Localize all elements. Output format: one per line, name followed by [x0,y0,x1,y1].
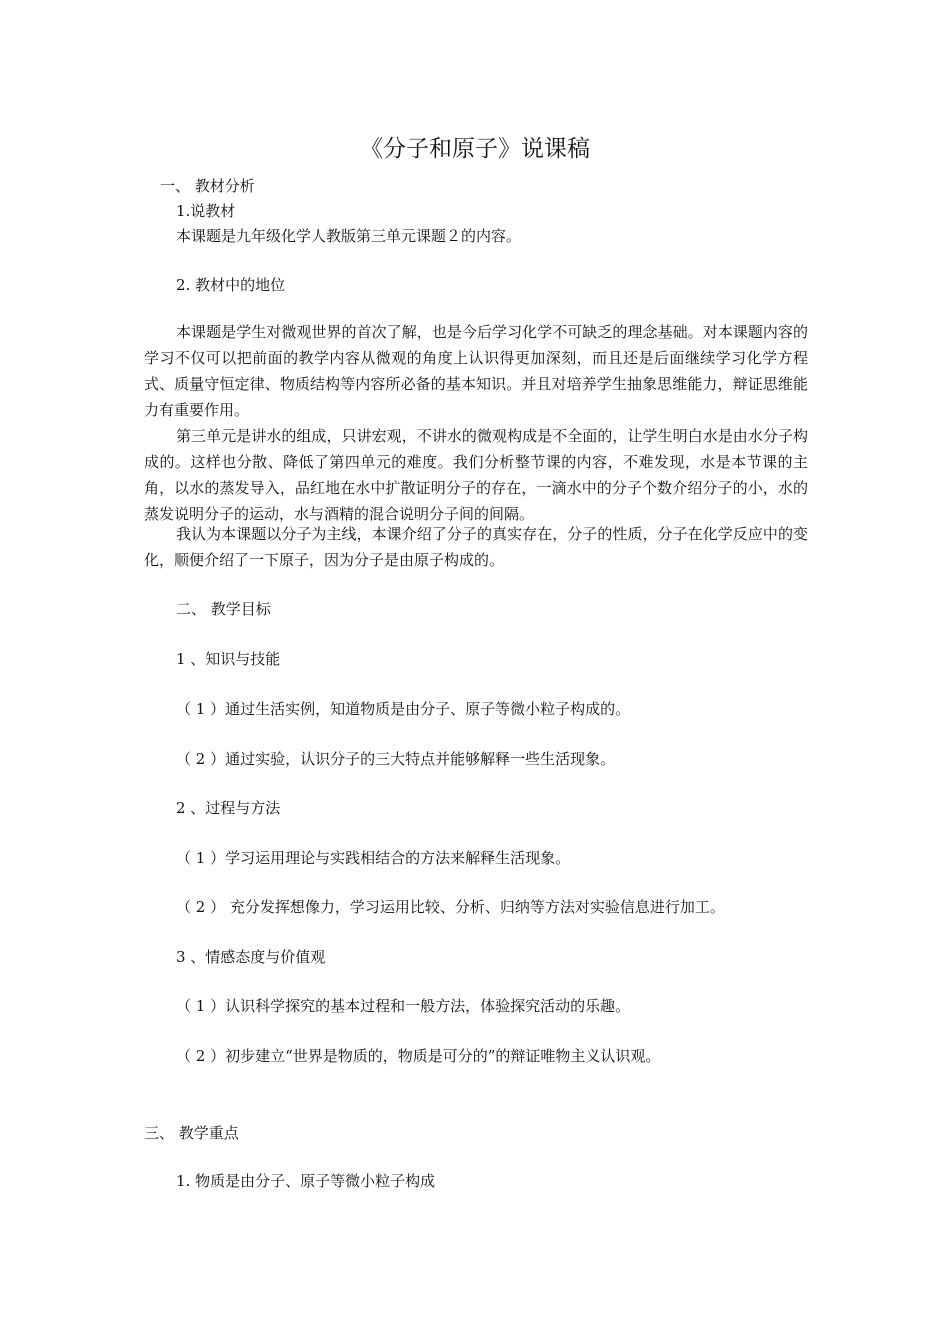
paragraph-role-1: 本课题是学生对微观世界的首次了解，也是今后学习化学不可缺乏的理念基础。对本课题内容的学习不仅可以把前面的教学内容从微观的角度上认识得更加深刻，而且还是后面继续学习化学方程式、质量守恒定律、物质结构等内容所必备的基本知识。并且对培养学生抽象思维能力，辩证思维能力有重要作用。 [144,323,808,419]
paragraph-role-2: 第三单元是讲水的组成，只讲宏观，不讲水的微观构成是不全面的，让学生明白水是由水分子构成的。这样也分散、降低了第四单元的难度。我们分析整节课的内容，不难发现，水是本节课的主角，以水的蒸发导入，品红地在水中扩散证明分子的存在，一滴水中的分子个数介绍分子的小，水的蒸发说明分子的运动，水与酒精的混合说明分子间的间隔。 [144,427,808,523]
paragraph-role-3: 我认为本课题以分子为主线，本课介绍了分子的真实存在，分子的性质，分子在化学反应中的变化，顺便介绍了一下原子，因为分子是由原子构成的。 [144,525,808,569]
goal-2-item-1: （ 1 ）学习运用理论与实践相结合的方法来解释生活现象。 [176,849,571,867]
key-point-1: 1. 物质是由分子、原子等微小粒子构成 [176,1172,436,1190]
goal-1-item-1: （ 1 ）通过生活实例，知道物质是由分子、原子等微小粒子构成的。 [176,700,631,718]
goal-3-item-1: （ 1 ）认识科学探究的基本过程和一般方法，体验探究活动的乐趣。 [176,997,631,1015]
goal-2-heading: 2 、过程与方法 [176,799,281,817]
section-3-heading: 三、 教学重点 [144,1124,239,1142]
goal-1-item-2: （ 2 ）通过实验，认识分子的三大特点并能够解释一些生活现象。 [176,750,616,768]
document-title: 《分子和原子》说课稿 [360,136,590,162]
section-2-heading: 二、 教学目标 [176,600,271,618]
section-1-heading: 一、 教材分析 [160,177,255,195]
subsection-1-1-heading: 1.说教材 [176,202,236,220]
goal-3-heading: 3 、情感态度与价值观 [176,948,326,966]
subsection-1-2-heading: 2. 教材中的地位 [176,276,286,294]
subsection-1-1-text: 本课题是九年级化学人教版第三单元课题２的内容。 [176,227,522,245]
goal-2-item-2: （ 2 ） 充分发挥想像力，学习运用比较、分析、归纳等方法对实验信息进行加工。 [176,898,725,916]
goal-1-heading: 1 、知识与技能 [176,650,281,668]
goal-3-item-2: （ 2 ）初步建立“世界是物质的，物质是可分的”的辩证唯物主义认识观。 [176,1047,661,1065]
